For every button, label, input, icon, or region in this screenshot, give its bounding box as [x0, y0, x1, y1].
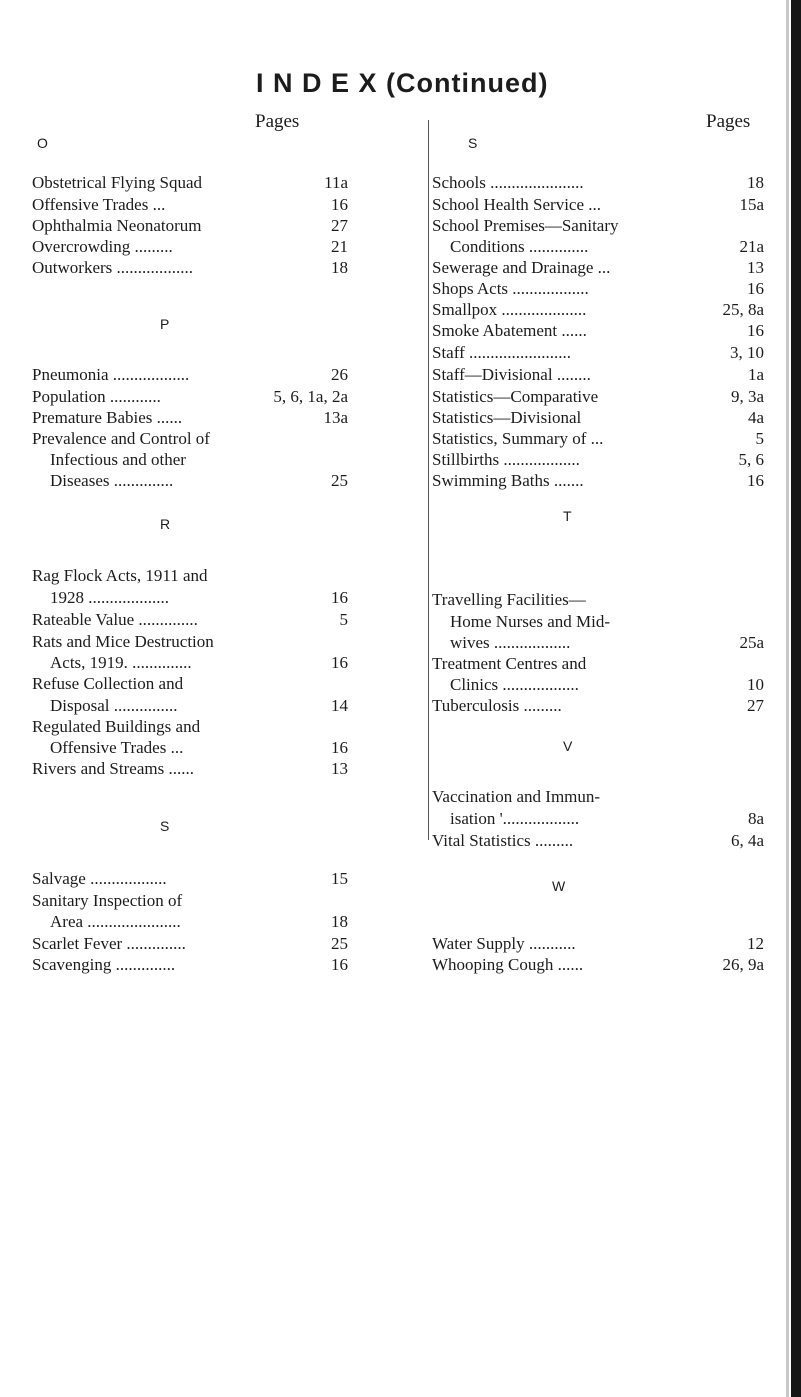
column-divider [428, 120, 429, 840]
index-entry: Disposal ............... 14 [50, 696, 348, 715]
index-entry: Sewerage and Drainage ... 13 [432, 258, 764, 277]
index-entry: Premature Babies ...... 13a [32, 408, 348, 427]
index-entry: Refuse Collection and [32, 674, 184, 693]
index-entry: isation '.................. 8a [450, 809, 764, 828]
index-entry: Schools ...................... 18 [432, 173, 764, 192]
index-entry: Smoke Abatement ...... 16 [432, 321, 764, 340]
section-letter-p: P [160, 316, 170, 332]
index-entry: Shops Acts .................. 16 [432, 279, 764, 298]
index-entry: Scarlet Fever .............. 25 [32, 934, 348, 953]
index-entry: Smallpox .................... 25, 8a [432, 300, 764, 319]
index-entry: Pneumonia .................. 26 [32, 365, 348, 384]
index-entry: Vaccination and Immun- [432, 787, 601, 806]
index-entry: Ophthalmia Neonatorum 27 [32, 216, 348, 235]
index-entry: Travelling Facilities— [432, 590, 586, 609]
index-entry: Statistics—Comparative 9, 3a [432, 387, 764, 406]
index-entry: Home Nurses and Mid- [450, 612, 611, 631]
index-entry: Obstetrical Flying Squad 11a [32, 173, 348, 192]
index-entry: Regulated Buildings and [32, 717, 201, 736]
section-letter-s-left: S [160, 818, 170, 834]
index-entry: Stillbirths .................. 5, 6 [432, 450, 764, 469]
index-entry: Offensive Trades ... 16 [50, 738, 348, 757]
index-entry: Statistics, Summary of ... 5 [432, 429, 764, 448]
index-entry: Swimming Baths ....... 16 [432, 471, 764, 490]
index-entry: Acts, 1919. .............. 16 [50, 653, 348, 672]
index-entry: Vital Statistics ......... 6, 4a [432, 831, 764, 850]
index-entry: Rats and Mice Destruction [32, 632, 214, 651]
index-entry: Salvage .................. 15 [32, 869, 348, 888]
section-letter-t: T [563, 508, 572, 524]
index-entry: Infectious and other [50, 450, 186, 469]
index-entry: Offensive Trades ... 16 [32, 195, 348, 214]
page-title: I N D E X (Continued) [256, 68, 549, 98]
index-entry: Rateable Value .............. 5 [32, 610, 348, 629]
index-entry: School Premises—Sanitary [432, 216, 619, 235]
left-pages-header: Pages [255, 111, 300, 132]
index-entry: Conditions .............. 21a [450, 237, 764, 256]
index-entry: Tuberculosis ......... 27 [432, 696, 764, 715]
page-edge-line [786, 0, 789, 1397]
index-entry: Scavenging .............. 16 [32, 955, 348, 974]
section-letter-v: V [563, 738, 573, 754]
index-entry: Sanitary Inspection of [32, 891, 183, 910]
section-letter-w: W [552, 878, 566, 894]
index-entry: Whooping Cough ...... 26, 9a [432, 955, 764, 974]
index-entry: Prevalence and Control of [32, 429, 210, 448]
index-entry: Rag Flock Acts, 1911 and [32, 566, 208, 585]
index-entry: Diseases .............. 25 [50, 471, 348, 490]
index-entry: wives .................. 25a [450, 633, 764, 652]
index-entry: Population ............ 5, 6, 1a, 2a [32, 387, 348, 406]
index-entry: Area ...................... 18 [50, 912, 348, 931]
section-letter-o: O [37, 135, 48, 151]
index-entry: School Health Service ... 15a [432, 195, 764, 214]
index-entry: Overcrowding ......... 21 [32, 237, 348, 256]
index-entry: Rivers and Streams ...... 13 [32, 759, 348, 778]
index-entry: Clinics .................. 10 [450, 675, 764, 694]
index-entry: Outworkers .................. 18 [32, 258, 348, 277]
index-entry: Water Supply ........... 12 [432, 934, 764, 953]
index-entry: 1928 ................... 16 [50, 588, 348, 607]
section-letter-s-right: S [468, 135, 478, 151]
right-pages-header: Pages [706, 111, 751, 132]
index-entry: Treatment Centres and [432, 654, 587, 673]
section-letter-r: R [160, 516, 171, 532]
page-edge-shadow [791, 0, 801, 1397]
index-entry: Staff—Divisional ........ 1a [432, 365, 764, 384]
index-entry: Statistics—Divisional 4a [432, 408, 764, 427]
index-entry: Staff ........................ 3, 10 [432, 343, 764, 362]
